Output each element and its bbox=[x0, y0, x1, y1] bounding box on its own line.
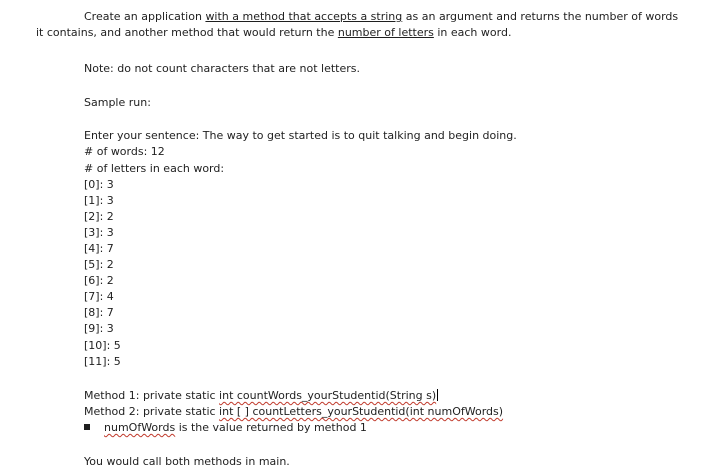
bullet-text: is the value returned by method 1 bbox=[175, 421, 367, 434]
method-2-prefix: Method 2: private static bbox=[84, 405, 220, 418]
intro-text-1: Create an application bbox=[84, 10, 206, 23]
note-line: Note: do not count characters that are not letters. bbox=[84, 62, 360, 75]
sample-sentence: Enter your sentence: The way to get started is to quit talking and begin doing. bbox=[84, 129, 517, 142]
text-cursor bbox=[437, 389, 438, 401]
letter-count-2: [2]: 2 bbox=[84, 210, 114, 223]
intro-underlined-letters: number of letters bbox=[337, 26, 434, 39]
method-2-line bbox=[84, 405, 503, 419]
letter-count-5: [5]: 2 bbox=[84, 258, 114, 271]
intro-underlined-method: with a method that accepts a string bbox=[205, 10, 403, 23]
sample-heading: Sample run: bbox=[84, 96, 151, 109]
letter-count-9: [9]: 3 bbox=[84, 322, 114, 335]
letter-count-3: [3]: 3 bbox=[84, 226, 114, 239]
sample-letters-heading: # of letters in each word: bbox=[84, 162, 225, 175]
sample-word-count: # of words: 12 bbox=[84, 145, 165, 158]
intro-line-1 bbox=[84, 10, 678, 24]
letter-count-4: [4]: 7 bbox=[84, 242, 114, 255]
square-bullet-icon bbox=[84, 424, 90, 430]
closing-line: You would call both methods in main. bbox=[84, 455, 290, 468]
letter-count-7: [7]: 4 bbox=[84, 290, 114, 303]
letter-count-6: [6]: 2 bbox=[84, 274, 114, 287]
bullet-item bbox=[84, 421, 367, 435]
method-1-signature: int countWords_yourStudentid(String s) bbox=[219, 389, 437, 402]
method-2-signature: int [ ] countLetters_yourStudentid(int numOfWords) bbox=[219, 405, 504, 418]
letter-count-0: [0]: 3 bbox=[84, 178, 114, 191]
intro-text-4: in each word. bbox=[433, 26, 512, 39]
letter-count-8: [8]: 7 bbox=[84, 306, 114, 319]
intro-text-2: as an argument and returns the number of words bbox=[402, 10, 679, 23]
letter-count-10: [10]: 5 bbox=[84, 339, 121, 352]
method-1-prefix: Method 1: private static bbox=[84, 389, 220, 402]
letter-count-1: [1]: 3 bbox=[84, 194, 114, 207]
bullet-term: numOfWords bbox=[104, 421, 176, 434]
letter-count-11: [11]: 5 bbox=[84, 355, 121, 368]
intro-line-2 bbox=[36, 26, 511, 40]
intro-text-3: it contains, and another method that would return the bbox=[36, 26, 338, 39]
method-1-line bbox=[84, 389, 438, 403]
